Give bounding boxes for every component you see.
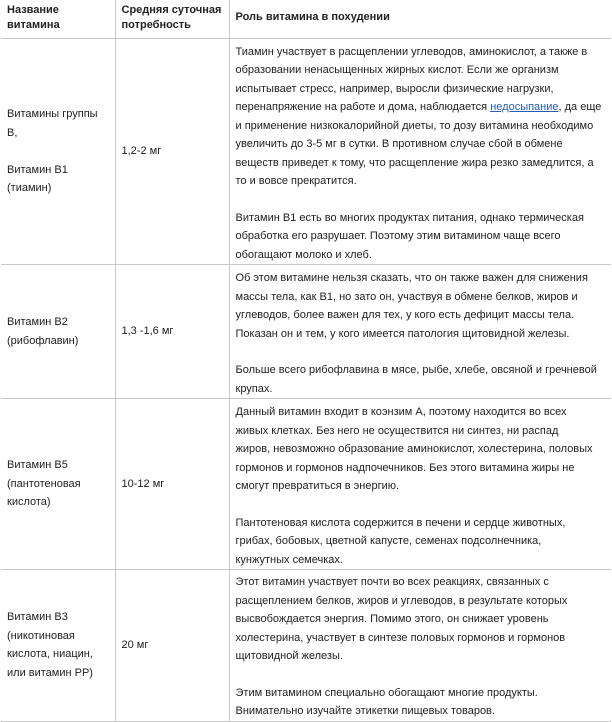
role-cell: Данный витамин входит в коэнзим А, поэтому находится во всех живых клетках. Без него не осуществится ни синтез, ни распад жиров, невозможно образование аминокислот, холестерина, половых гормонов и гормонов надпочечников. Без этого витамина жиры не смогут превратиться в энергию. Пантотеновая кислота содержится в печени и сердце животных, грибах, бобовых, цветной капусте, семенах подсолнечника, кунжутных семечках. [229, 399, 611, 570]
role-cell: Об этом витамине нельзя сказать, что он также важен для снижения массы тела, как В1, но зато он, участвуя в обмене белков, жиров и углеводов, более важен для тех, у кого есть дефицит массы тела. Показан он и тем, у кого имеется патология щитовидной железы. Больше всего рибофлавина в мясе, рыбе, хлебе, овсяной и гречневой крупах. [229, 265, 611, 399]
daily-need-cell: 1,2-2 мг [115, 38, 229, 265]
table-row [1, 265, 611, 399]
vitamin-table [1, 0, 611, 722]
role-cell: Тиамин участвует в расщеплении углеводов, аминокислот, а также в образовании ненасыщенных жирных кислот. Если же организм испытывает стресс, например, выросли физические нагрузки, перенапряжение на работе и дома, наблюдается недосыпание, да еще и применение низкокалорийной диеты, то дозу витамина необходимо увеличить до 3-5 мг в сутки. В противном случае сбой в обмене веществ приведет к тому, что расщепление жира резко замедлится, а то и вовсе прекратится. Витамин В1 есть во многих продуктах питания, однако термическая обработка его разрушает. Поэтому этим витамином чаще всего обогащают молоко и хлеб. [229, 38, 611, 265]
vitamin-name-cell: Витамин В2 (рибофлавин) [1, 265, 115, 399]
role-cell: Этот витамин участвует почти во всех реакциях, связанных с расщеплением белков, жиров и углеводов, в результате которых высвобождается энергия. Помимо этого, он снижает уровень холестерина, участвует в синтезе половых гормонов и гормонов щитовидной железы. Этим витамином специально обогащают многие продукты. Внимательно изучайте этикетки пищевых товаров. [229, 570, 611, 722]
table-row [1, 38, 611, 265]
sleep-deprivation-link[interactable]: недосыпание [490, 101, 559, 113]
header-role-in-weight-loss: Роль витамина в похудении [229, 0, 611, 38]
header-daily-need: Средняя суточная потребность [115, 0, 229, 38]
daily-need-cell: 20 мг [115, 570, 229, 722]
header-vitamin-name: Название витамина [1, 0, 115, 38]
vitamin-name-cell: Витамин В5 (пантотеновая кислота) [1, 399, 115, 570]
vitamin-name-cell: Витамины группы В, Витамин В1 (тиамин) [1, 38, 115, 265]
daily-need-cell: 1,3 -1,6 мг [115, 265, 229, 399]
vitamin-name-cell: Витамин В3 (никотиновая кислота, ниацин, или витамин РР) [1, 570, 115, 722]
table-header-row [1, 0, 611, 38]
daily-need-cell: 10-12 мг [115, 399, 229, 570]
table-row [1, 399, 611, 570]
table-row [1, 570, 611, 722]
